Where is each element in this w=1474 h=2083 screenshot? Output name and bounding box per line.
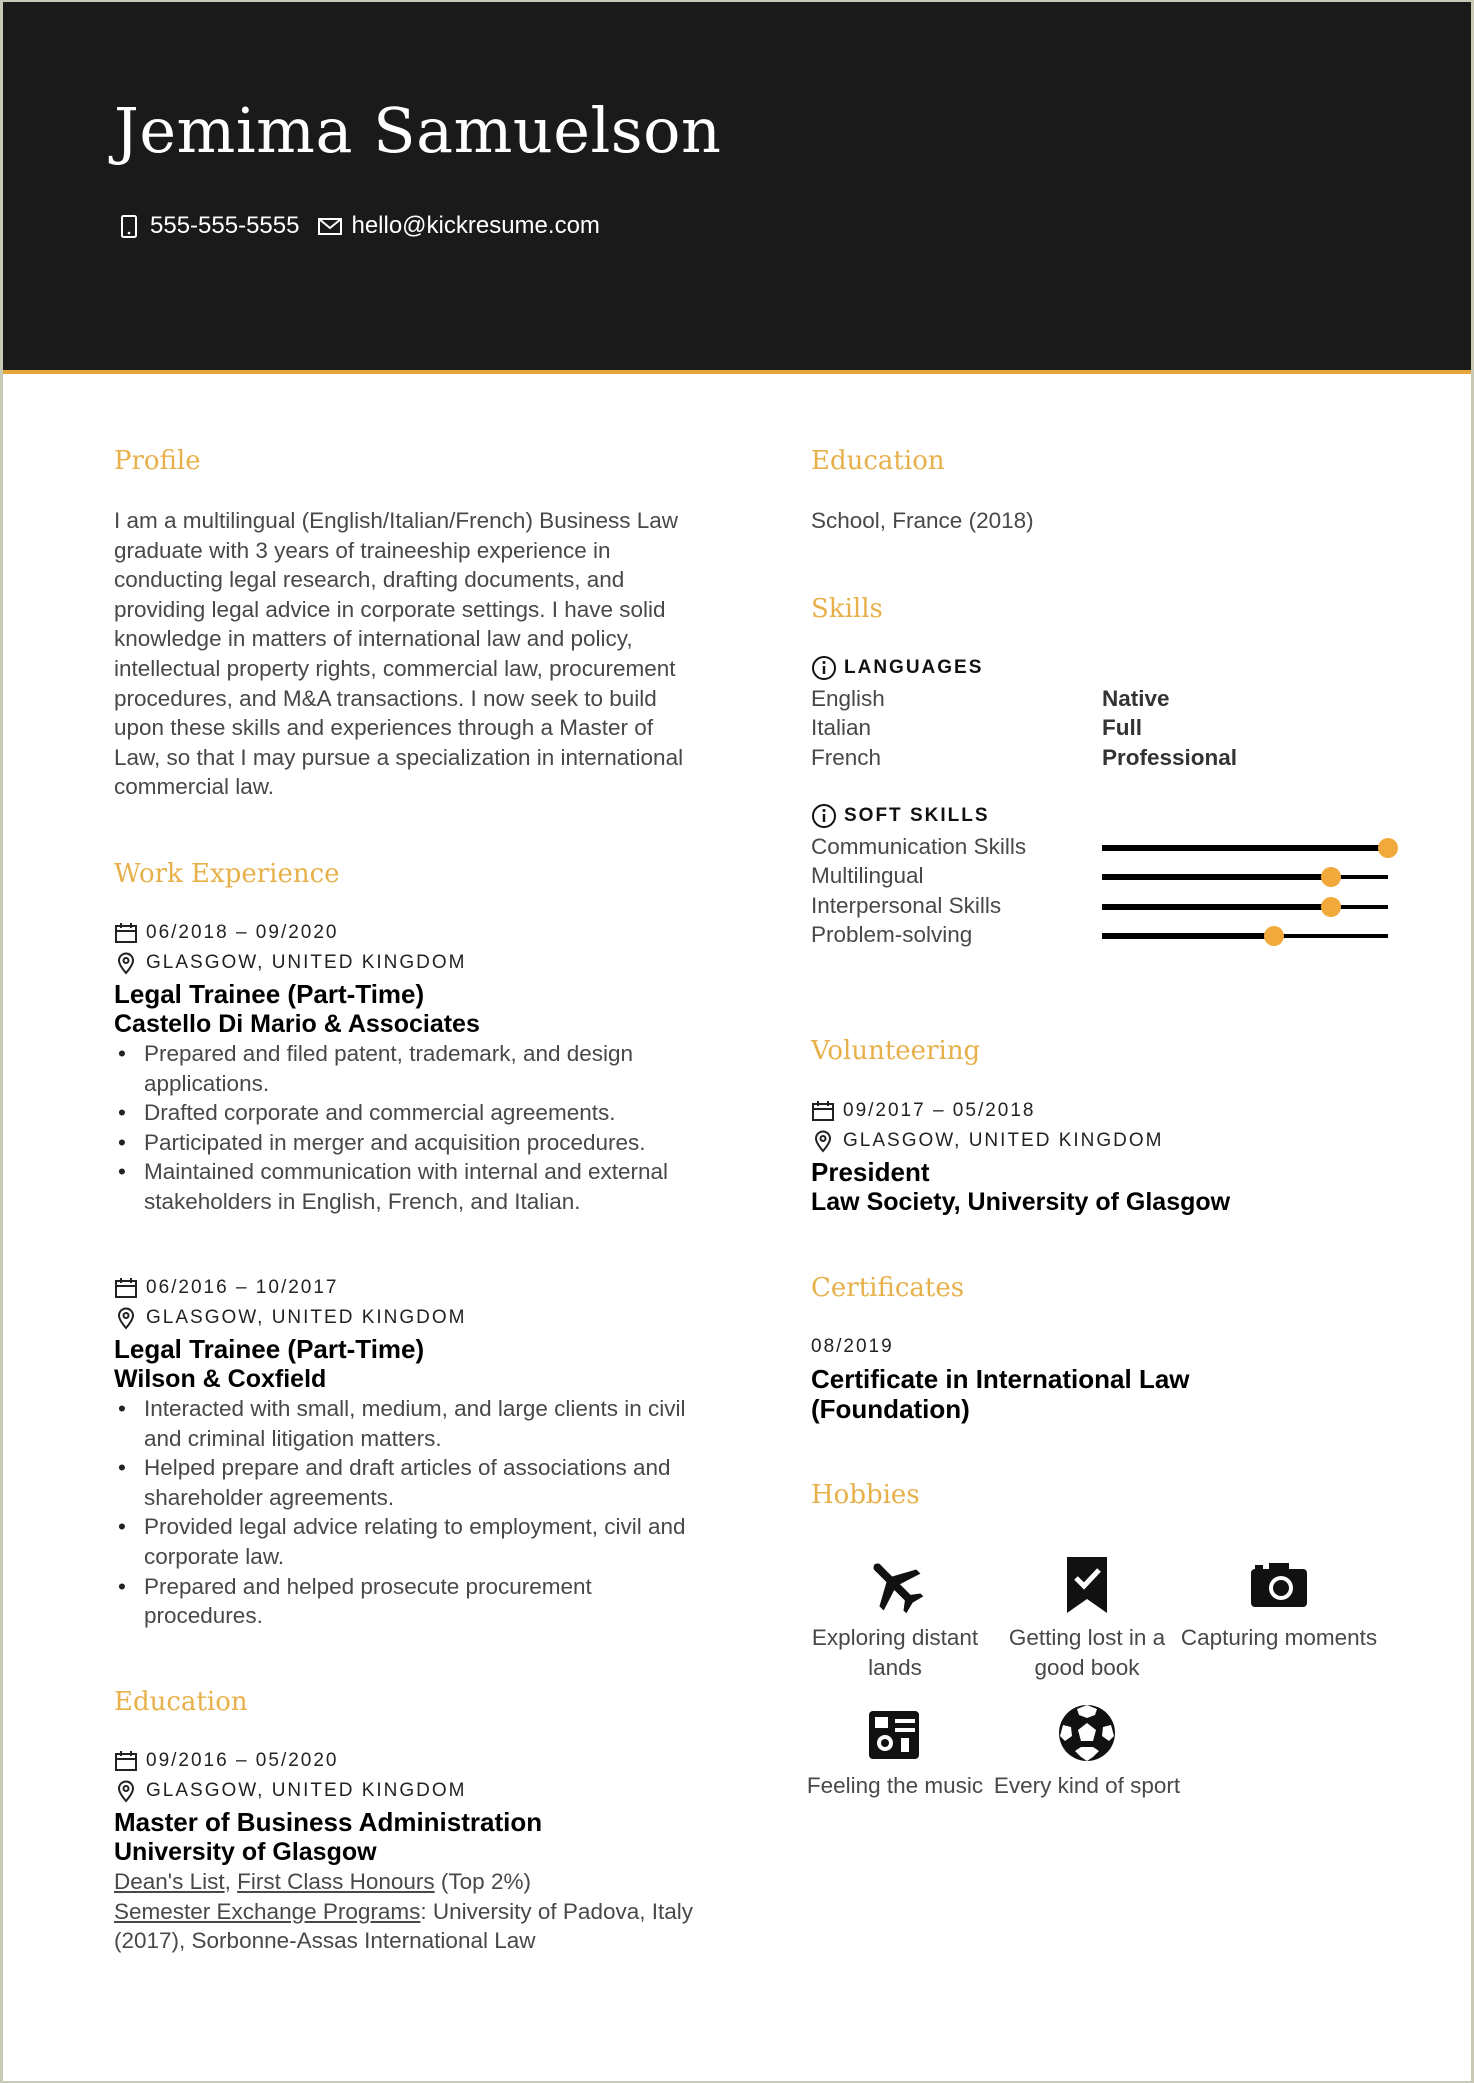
job-1-location [114, 951, 466, 975]
honor-first-class: First Class Honours [237, 1869, 435, 1894]
honor-deans-list: Dean's List [114, 1869, 225, 1894]
exchange-label: Semester Exchange Programs [114, 1898, 421, 1924]
soft-skills-heading-text: SOFT SKILLS [844, 805, 990, 826]
calendar-icon [114, 1749, 138, 1773]
soft-skill-level-dot [1378, 838, 1398, 858]
education-dates [114, 1749, 339, 1773]
education-school: University of Glasgow [114, 1838, 377, 1866]
soft-skill-bar-fill [1102, 904, 1331, 910]
soft-skill-name: Interpersonal Skills [811, 893, 1002, 918]
job-2-employer: Wilson & Coxfield [114, 1365, 327, 1393]
job-1-date-range: 06/2018 – 09/2020 [146, 922, 339, 943]
education-right-text: School, France (2018) [811, 508, 1034, 533]
soft-skill-bar [1102, 905, 1388, 909]
soft-skill-bar [1102, 875, 1388, 879]
volunteering-dates [811, 1099, 1036, 1123]
education-title: Education [114, 1687, 248, 1717]
job-1-location-text: GLASGOW, UNITED KINGDOM [146, 952, 467, 973]
info-icon [811, 803, 837, 829]
job-2-dates [114, 1276, 339, 1300]
honor-separator: , [224, 1869, 238, 1894]
language-name-french: French [811, 745, 882, 770]
volunteering-org: Law Society, University of Glasgow [811, 1188, 1231, 1216]
volunteering-location [811, 1129, 1163, 1153]
location-pin-icon [114, 1306, 138, 1330]
language-level-english: Native [1102, 686, 1170, 711]
education-right-title: Education [811, 446, 945, 476]
volunteering-title: Volunteering [811, 1036, 981, 1066]
hobby-label: Exploring distant lands [811, 1625, 979, 1680]
info-icon [811, 655, 837, 681]
job-1-role: Legal Trainee (Part-Time) [114, 979, 425, 1009]
hobby-label: Every kind of sport [993, 1773, 1181, 1798]
education-location [114, 1779, 466, 1803]
mail-icon [317, 213, 343, 239]
resume-page [3, 2, 1471, 2081]
soft-skill-name: Problem-solving [811, 922, 973, 947]
soft-skill-bar [1102, 934, 1388, 938]
soccer-ball-icon [1055, 1701, 1119, 1765]
volunteering-role: President [811, 1157, 930, 1187]
radio-icon [863, 1701, 927, 1765]
languages-heading-text: LANGUAGES [844, 657, 984, 678]
education-location-text: GLASGOW, UNITED KINGDOM [146, 1780, 467, 1801]
hobby-item [1179, 1553, 1379, 1653]
volunteering-location-text: GLASGOW, UNITED KINGDOM [843, 1130, 1164, 1151]
location-pin-icon [114, 951, 138, 975]
list-item: • Prepared and filed patent, trademark, and design applications. [114, 1039, 694, 1098]
languages-heading [811, 655, 983, 681]
hobbies-title: Hobbies [811, 1480, 920, 1510]
hobby-item [795, 1701, 995, 1801]
certificate-date-text: 08/2019 [811, 1336, 894, 1357]
certificate-name: Certificate in International Law (Foundation) [811, 1364, 1190, 1424]
education-degree: Master of Business Administration [114, 1807, 543, 1837]
language-name-italian: Italian [811, 715, 872, 740]
soft-skill-name: Communication Skills [811, 834, 1027, 859]
contact-row [116, 212, 600, 240]
email-address[interactable]: hello@kickresume.com [351, 212, 600, 239]
soft-skill-level-dot [1264, 926, 1284, 946]
location-pin-icon [114, 1779, 138, 1803]
exchange-text: : University of Padova, Italy (2017), Sorbonne-Assas International Law [114, 1898, 694, 1954]
header [3, 2, 1471, 374]
list-item: • Helped prepare and draft articles of associations and shareholder agreements. [114, 1453, 694, 1512]
calendar-icon [811, 1099, 835, 1123]
camera-icon [1247, 1553, 1311, 1617]
job-2-location-text: GLASGOW, UNITED KINGDOM [146, 1307, 467, 1328]
profile-text: I am a multilingual (English/Italian/French) Business Law graduate with 3 years of traineeship experience in conducting legal research, drafting documents, and providing legal advice in corporate settings. I have solid knowledge in matters of international law and policy, intellectual property rights, commercial law, procurement procedures, and M&A transactions. I now seek to build upon these skills and experiences through a Master of Law, so that I may pursue a specialization in international commercial law. [114, 508, 684, 800]
soft-skill-bar-fill [1102, 933, 1274, 939]
list-item: • Maintained communication with internal and external stakeholders in English, French, and Italian. [114, 1157, 694, 1216]
job-2-role: Legal Trainee (Part-Time) [114, 1334, 425, 1364]
calendar-icon [114, 921, 138, 945]
job-1-bullets [114, 1039, 694, 1217]
certificates-title: Certificates [811, 1273, 965, 1303]
soft-skill-level-dot [1321, 897, 1341, 917]
job-2-date-range: 06/2016 – 10/2017 [146, 1277, 339, 1298]
soft-skill-bar [1102, 846, 1388, 850]
education-date-range: 09/2016 – 05/2020 [146, 1750, 339, 1771]
work-experience-title: Work Experience [114, 859, 340, 889]
soft-skill-level-dot [1321, 867, 1341, 887]
location-pin-icon [811, 1129, 835, 1153]
language-level-italian: Full [1102, 715, 1142, 740]
list-item: • Prepared and helped prosecute procurement procedures. [114, 1572, 694, 1631]
job-2-location [114, 1306, 466, 1330]
list-item: • Provided legal advice relating to employment, civil and corporate law. [114, 1512, 694, 1571]
job-1-employer: Castello Di Mario & Associates [114, 1010, 480, 1038]
language-name-english: English [811, 686, 885, 711]
candidate-name: Jemima Samuelson [114, 94, 722, 167]
phone-number[interactable]: 555-555-5555 [150, 212, 300, 239]
language-level-french: Professional [1102, 745, 1238, 770]
calendar-icon [114, 1276, 138, 1300]
hobby-label: Capturing moments [1180, 1625, 1378, 1650]
hobby-item [987, 1553, 1187, 1682]
hobby-item [795, 1553, 995, 1682]
soft-skill-bar-fill [1102, 845, 1388, 851]
list-item: • Interacted with small, medium, and large clients in civil and criminal litigation matters. [114, 1394, 694, 1453]
hobby-label: Getting lost in a good book [1008, 1625, 1166, 1680]
job-1-dates [114, 921, 339, 945]
hobby-item [987, 1701, 1187, 1801]
honor-suffix: (Top 2%) [434, 1869, 531, 1894]
soft-skill-name: Multilingual [811, 863, 924, 888]
bookmark-icon [1055, 1553, 1119, 1617]
skills-title: Skills [811, 594, 883, 624]
job-2-bullets [114, 1394, 694, 1631]
profile-title: Profile [114, 446, 201, 476]
airplane-icon [863, 1553, 927, 1617]
hobby-label: Feeling the music [806, 1773, 984, 1798]
list-item: • Participated in merger and acquisition procedures. [114, 1128, 694, 1158]
phone-icon [116, 213, 142, 239]
education-honors [114, 1867, 694, 1956]
volunteering-date-range: 09/2017 – 05/2018 [843, 1100, 1036, 1121]
soft-skills-heading [811, 803, 990, 829]
list-item: • Drafted corporate and commercial agreements. [114, 1098, 694, 1128]
soft-skill-bar-fill [1102, 874, 1331, 880]
certificate-date [811, 1336, 894, 1358]
